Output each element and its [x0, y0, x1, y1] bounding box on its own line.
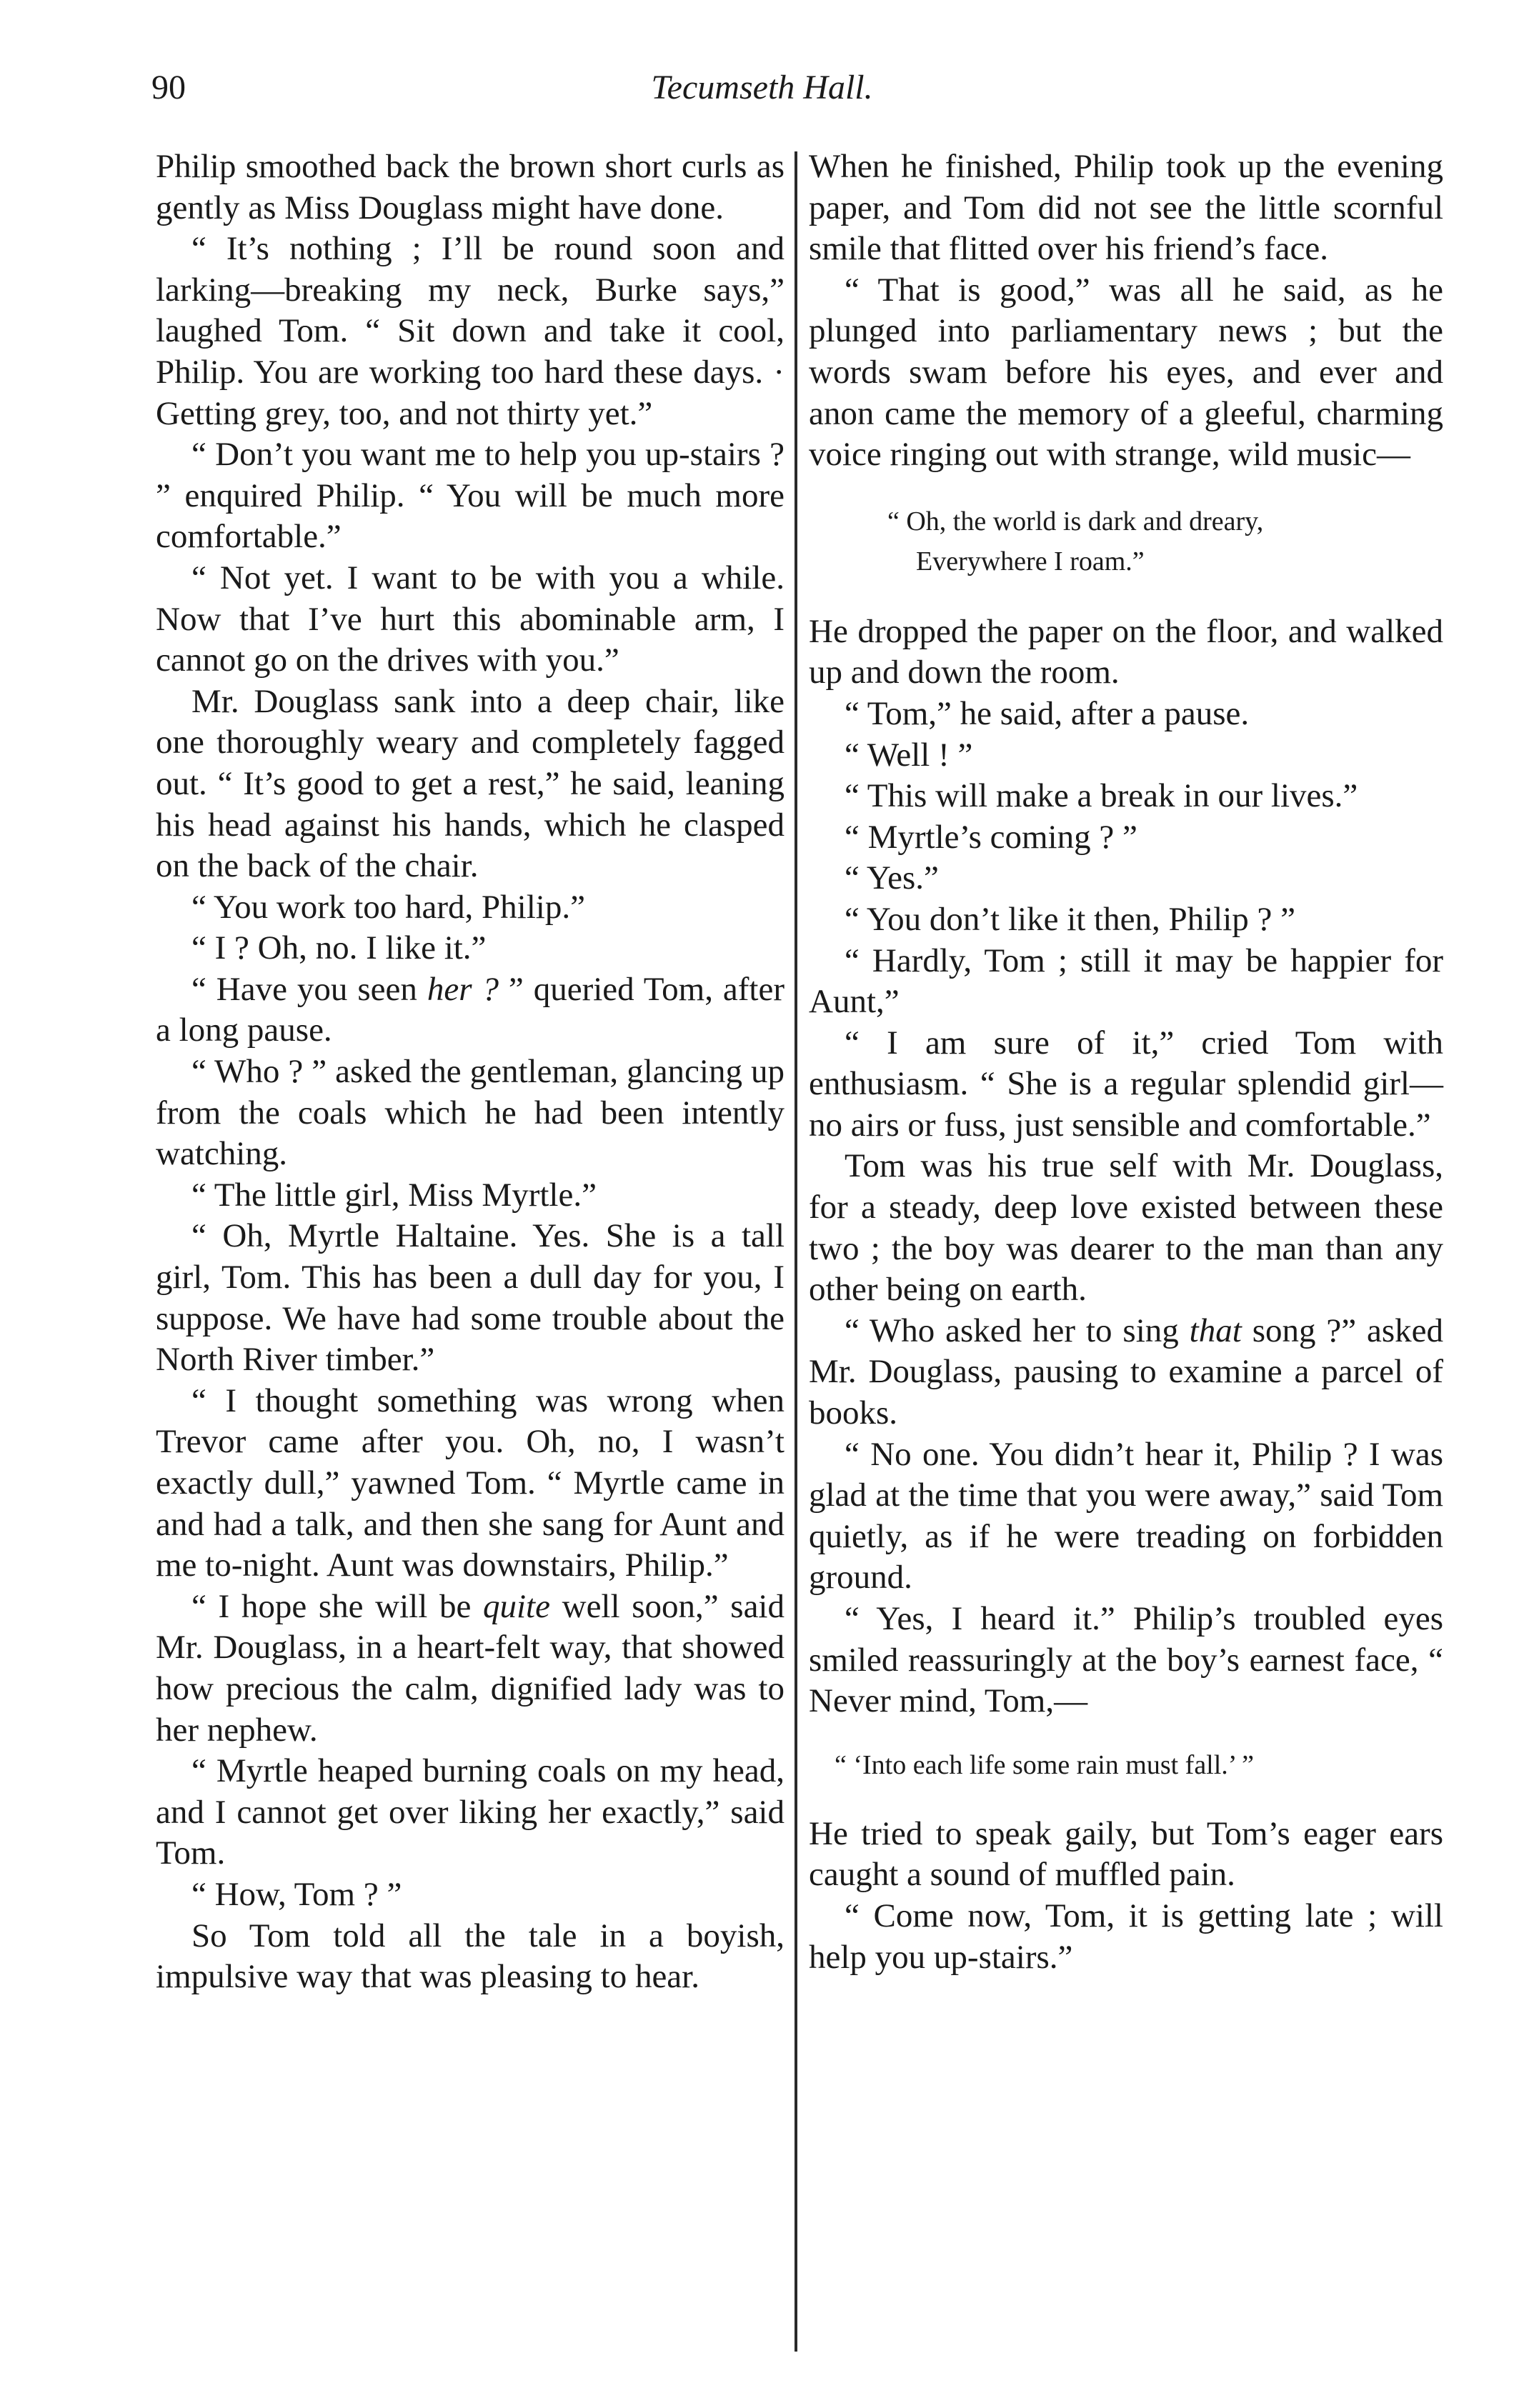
paragraph: He dropped the paper on the floor, and walked up and down the room.	[809, 612, 1443, 691]
verse-quote: “ ‘Into each life some rain must fall.’ ”	[835, 1749, 1254, 1780]
paragraph: “ Not yet. I want to be with you a while. Now that I’ve hurt this abominable arm, I cannot go on the drives with you.”	[156, 559, 785, 679]
paragraph: So Tom told all the tale in a boyish, impulsive way that was pleasing to hear.	[156, 1917, 785, 1996]
paragraph: “ Yes.”	[845, 859, 939, 897]
verse-line: Everywhere I roam.”	[916, 546, 1145, 576]
text-run: “ Have you seen	[191, 970, 427, 1008]
paragraph: “ You work too hard, Philip.”	[191, 888, 585, 926]
verse-line: “ Oh, the world is dark and dreary,	[887, 506, 1264, 536]
paragraph	[156, 1587, 785, 1751]
paragraph: “ Myrtle heaped burning coals on my head, and I cannot get over liking her exactly,” said Tom.	[156, 1752, 785, 1872]
paragraph: “ Hardly, Tom ; still it may be happier for Aunt,”	[809, 941, 1443, 1021]
text-run: well soon,” said Mr. Douglass, in a heart-felt way, that showed how precious the calm, dignified lady was to her nephew.	[156, 1587, 785, 1749]
paragraph: “ Come now, Tom, it is getting late ; will help you up-stairs.”	[809, 1897, 1443, 1976]
paragraph: Mr. Douglass sank into a deep chair, like one thoroughly weary and completely fagged out. “ It’s good to get a rest,” he said, leaning his head against his hands, which he clasped on the back of the chair.	[156, 682, 785, 885]
paragraph: “ I thought something was wrong when Trevor came after you. Oh, no, I wasn’t exactly dull,” yawned Tom. “ Myrtle came in and had a talk, and then she sang for Aunt and me to-night. Aunt was downstairs, Philip.”	[156, 1382, 785, 1584]
paragraph: “ The little girl, Miss Myrtle.”	[191, 1176, 597, 1214]
emphasis: her ?	[427, 970, 499, 1008]
text-run: ” queried Tom, after a long pause.	[156, 970, 785, 1049]
paragraph: “ Myrtle’s coming ? ”	[845, 818, 1137, 856]
paragraph: “ That is good,” was all he said, as he plunged into parliamentary news ; but the words swam before his eyes, and ever and anon came the memory of a gleeful, charming voice ringing out with strange, wild music—	[809, 271, 1443, 474]
paragraph: “ It’s nothing ; I’ll be round soon and larking—breaking my neck, Burke says,” laughed Tom. “ Sit down and take it cool, Philip. You are working too hard these days. · Getting grey, too, and not thirty yet.”	[156, 230, 785, 432]
paragraph: He tried to speak gaily, but Tom’s eager ears caught a sound of muffled pain.	[809, 1814, 1443, 1894]
emphasis: quite	[482, 1587, 550, 1625]
right-column	[809, 146, 1443, 1978]
page-number: 90	[151, 69, 186, 106]
paragraph: “ Who ? ” asked the gentleman, glancing up from the coals which he had been intently watching.	[156, 1053, 785, 1173]
paragraph: Philip smoothed back the brown short curls as gently as Miss Douglass might have done.	[156, 148, 785, 226]
column-divider	[795, 151, 797, 2352]
emphasis: that	[1189, 1312, 1242, 1349]
paragraph: When he finished, Philip took up the evening paper, and Tom did not see the little scornful smile that flitted over his friend’s face.	[809, 148, 1443, 268]
paragraph: “ No one. You didn’t hear it, Philip ? I was glad at the time that you were away,” said Tom quietly, as if he were treading on forbidden ground.	[809, 1435, 1443, 1597]
paragraph: “ You don’t like it then, Philip ? ”	[845, 900, 1296, 938]
text-run: “ Who asked her to sing	[845, 1312, 1190, 1349]
paragraph: “ This will make a break in our lives.”	[845, 777, 1358, 815]
paragraph: “ Don’t you want me to help you up-stairs ? ” enquired Philip. “ You will be much more comfortable.”	[156, 436, 785, 556]
running-title: Tecumseth Hall.	[651, 69, 873, 106]
paragraph: “ Tom,” he said, after a pause.	[845, 694, 1250, 732]
text-run: song ?” asked Mr. Douglass, pausing to examine a parcel of books.	[809, 1312, 1443, 1432]
paragraph	[809, 1311, 1443, 1434]
verse-quote	[809, 501, 1443, 581]
paragraph: Tom was his true self with Mr. Douglass, for a steady, deep love existed between these two ; the boy was dearer to the man than any other being on earth.	[809, 1147, 1443, 1309]
paragraph: “ Oh, Myrtle Haltaine. Yes. She is a tall girl, Tom. This has been a dull day for you, I suppose. We have had some trouble about the North River timber.”	[156, 1217, 785, 1379]
paragraph	[156, 969, 785, 1051]
paragraph: “ Well ! ”	[845, 736, 973, 774]
paragraph: “ How, Tom ? ”	[191, 1875, 402, 1913]
paragraph: “ Yes, I heard it.” Philip’s troubled eyes smiled reassuringly at the boy’s earnest face, “ Never mind, Tom,—	[809, 1600, 1443, 1720]
paragraph: “ I ? Oh, no. I like it.”	[191, 929, 487, 967]
text-run: “ I hope she will be	[191, 1587, 483, 1625]
left-column	[156, 146, 785, 1998]
paragraph: “ I am sure of it,” cried Tom with enthusiasm. “ She is a regular splendid girl—no airs or fuss, just sensible and comfortable.”	[809, 1024, 1443, 1144]
page-header	[0, 68, 1524, 125]
